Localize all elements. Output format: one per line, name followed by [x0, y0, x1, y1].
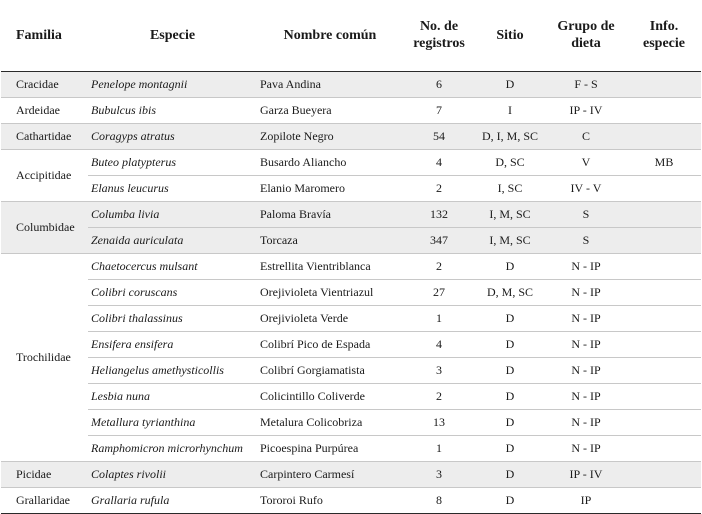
cell-registros: 4: [403, 149, 475, 175]
cell-familia: Picidae: [1, 461, 88, 487]
table-row: [1, 357, 701, 383]
cell-info: [627, 331, 701, 357]
header-registros: No. de registros: [403, 0, 475, 71]
table-row: [1, 97, 701, 123]
header-info: Info. especie: [627, 0, 701, 71]
cell-nombre-comun: Orejivioleta Verde: [257, 305, 403, 331]
cell-nombre-comun: Tororoi Rufo: [257, 487, 403, 513]
cell-sitio: D: [475, 461, 545, 487]
cell-sitio: D: [475, 331, 545, 357]
cell-registros: 2: [403, 175, 475, 201]
cell-dieta: C: [545, 123, 627, 149]
header-sitio: Sitio: [475, 0, 545, 71]
cell-especie: Ensifera ensifera: [88, 331, 257, 357]
cell-registros: 3: [403, 461, 475, 487]
table-row: [1, 409, 701, 435]
cell-familia: Cathartidae: [1, 123, 88, 149]
cell-sitio: D, M, SC: [475, 279, 545, 305]
cell-familia: Ardeidae: [1, 97, 88, 123]
cell-sitio: D: [475, 357, 545, 383]
cell-dieta: N - IP: [545, 279, 627, 305]
cell-nombre-comun: Zopilote Negro: [257, 123, 403, 149]
cell-info: [627, 461, 701, 487]
cell-info: MB: [627, 149, 701, 175]
cell-nombre-comun: Orejivioleta Vientriazul: [257, 279, 403, 305]
cell-dieta: N - IP: [545, 357, 627, 383]
cell-info: [627, 97, 701, 123]
table-row: [1, 71, 701, 97]
cell-sitio: I: [475, 97, 545, 123]
table-row: [1, 461, 701, 487]
cell-nombre-comun: Busardo Aliancho: [257, 149, 403, 175]
cell-especie: Colibri coruscans: [88, 279, 257, 305]
cell-especie: Buteo platypterus: [88, 149, 257, 175]
cell-registros: 7: [403, 97, 475, 123]
cell-info: [627, 383, 701, 409]
cell-dieta: F - S: [545, 71, 627, 97]
cell-sitio: I, M, SC: [475, 227, 545, 253]
cell-sitio: D, SC: [475, 149, 545, 175]
cell-especie: Colibri thalassinus: [88, 305, 257, 331]
cell-especie: Lesbia nuna: [88, 383, 257, 409]
cell-nombre-comun: Carpintero Carmesí: [257, 461, 403, 487]
cell-registros: 4: [403, 331, 475, 357]
cell-info: [627, 305, 701, 331]
table-row: [1, 253, 701, 279]
cell-especie: Columba livia: [88, 201, 257, 227]
table-row: [1, 383, 701, 409]
cell-registros: 3: [403, 357, 475, 383]
table-row: [1, 305, 701, 331]
cell-nombre-comun: Metalura Colicobriza: [257, 409, 403, 435]
cell-info: [627, 71, 701, 97]
cell-sitio: I, SC: [475, 175, 545, 201]
cell-registros: 54: [403, 123, 475, 149]
cell-info: [627, 357, 701, 383]
cell-info: [627, 227, 701, 253]
cell-registros: 132: [403, 201, 475, 227]
cell-especie: Colaptes rivolii: [88, 461, 257, 487]
cell-sitio: I, M, SC: [475, 201, 545, 227]
cell-info: [627, 201, 701, 227]
cell-info: [627, 175, 701, 201]
cell-sitio: D: [475, 253, 545, 279]
cell-nombre-comun: Pava Andina: [257, 71, 403, 97]
header-nombre-comun: Nombre común: [257, 0, 403, 71]
cell-info: [627, 123, 701, 149]
cell-registros: 6: [403, 71, 475, 97]
cell-dieta: V: [545, 149, 627, 175]
cell-especie: Heliangelus amethysticollis: [88, 357, 257, 383]
cell-nombre-comun: Paloma Bravía: [257, 201, 403, 227]
cell-sitio: D: [475, 435, 545, 461]
cell-especie: Zenaida auriculata: [88, 227, 257, 253]
species-table: [1, 0, 701, 514]
cell-dieta: N - IP: [545, 305, 627, 331]
cell-info: [627, 409, 701, 435]
cell-especie: Ramphomicron microrhynchum: [88, 435, 257, 461]
cell-nombre-comun: Colibrí Pico de Espada: [257, 331, 403, 357]
cell-registros: 1: [403, 435, 475, 461]
cell-registros: 2: [403, 253, 475, 279]
cell-sitio: D: [475, 487, 545, 513]
cell-familia: Cracidae: [1, 71, 88, 97]
table-row: [1, 279, 701, 305]
cell-nombre-comun: Colicintillo Coliverde: [257, 383, 403, 409]
cell-dieta: S: [545, 201, 627, 227]
cell-familia: Trochilidae: [1, 253, 88, 461]
table-row: [1, 123, 701, 149]
header-dieta: Grupo de dieta: [545, 0, 627, 71]
cell-dieta: IP: [545, 487, 627, 513]
cell-sitio: D: [475, 409, 545, 435]
cell-sitio: D, I, M, SC: [475, 123, 545, 149]
cell-registros: 1: [403, 305, 475, 331]
cell-dieta: N - IP: [545, 253, 627, 279]
cell-familia: Accipitidae: [1, 149, 88, 201]
cell-registros: 8: [403, 487, 475, 513]
cell-especie: Metallura tyrianthina: [88, 409, 257, 435]
cell-dieta: IP - IV: [545, 461, 627, 487]
table-row: [1, 227, 701, 253]
cell-nombre-comun: Elanio Maromero: [257, 175, 403, 201]
cell-nombre-comun: Picoespina Purpúrea: [257, 435, 403, 461]
cell-registros: 347: [403, 227, 475, 253]
cell-sitio: D: [475, 383, 545, 409]
cell-especie: Grallaria rufula: [88, 487, 257, 513]
cell-sitio: D: [475, 71, 545, 97]
cell-sitio: D: [475, 305, 545, 331]
table-row: [1, 149, 701, 175]
cell-especie: Elanus leucurus: [88, 175, 257, 201]
cell-dieta: S: [545, 227, 627, 253]
cell-familia: Grallaridae: [1, 487, 88, 513]
cell-nombre-comun: Torcaza: [257, 227, 403, 253]
header-especie: Especie: [88, 0, 257, 71]
table-row: [1, 331, 701, 357]
cell-especie: Bubulcus ibis: [88, 97, 257, 123]
table-row: [1, 201, 701, 227]
header-familia: Familia: [1, 0, 88, 71]
cell-info: [627, 435, 701, 461]
cell-dieta: N - IP: [545, 435, 627, 461]
cell-nombre-comun: Estrellita Vientriblanca: [257, 253, 403, 279]
cell-dieta: N - IP: [545, 331, 627, 357]
cell-nombre-comun: Garza Bueyera: [257, 97, 403, 123]
cell-especie: Penelope montagnii: [88, 71, 257, 97]
cell-registros: 27: [403, 279, 475, 305]
cell-especie: Coragyps atratus: [88, 123, 257, 149]
cell-info: [627, 279, 701, 305]
table-row: [1, 175, 701, 201]
cell-info: [627, 253, 701, 279]
table-row: [1, 435, 701, 461]
cell-dieta: IV - V: [545, 175, 627, 201]
cell-registros: 2: [403, 383, 475, 409]
cell-registros: 13: [403, 409, 475, 435]
cell-info: [627, 487, 701, 513]
cell-familia: Columbidae: [1, 201, 88, 253]
cell-nombre-comun: Colibrí Gorgiamatista: [257, 357, 403, 383]
cell-dieta: IP - IV: [545, 97, 627, 123]
cell-especie: Chaetocercus mulsant: [88, 253, 257, 279]
table-row: [1, 487, 701, 513]
cell-dieta: N - IP: [545, 383, 627, 409]
header-row: [1, 0, 701, 71]
cell-dieta: N - IP: [545, 409, 627, 435]
